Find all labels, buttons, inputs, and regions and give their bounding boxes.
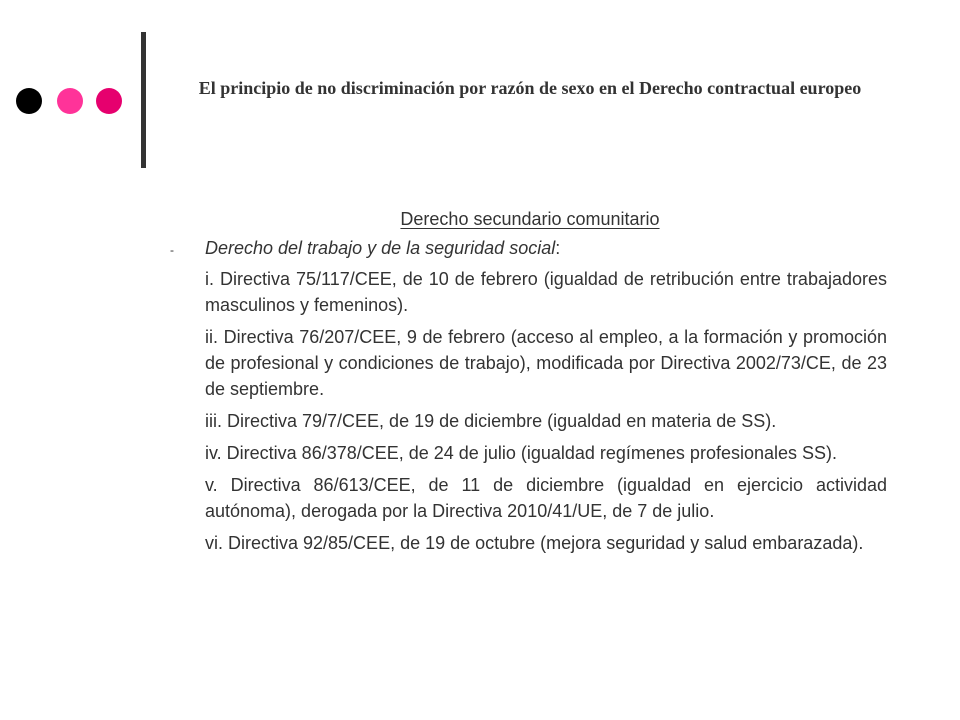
bullet-marker: - [170, 243, 174, 257]
subheading-colon: : [555, 238, 561, 258]
subheading [205, 236, 560, 260]
directive-item-1: i. Directiva 75/117/CEE, de 10 de febrero (igualdad de retribución entre trabajadores masculinos y femeninos). [205, 269, 887, 315]
directive-item-3: iii. Directiva 79/7/CEE, de 19 de diciembre (igualdad en materia de SS). [205, 411, 777, 431]
decorative-dot-pink [57, 88, 83, 114]
directive-item-6: vi. Directiva 92/85/CEE, de 19 de octubre (mejora seguridad y salud embarazada). [205, 533, 864, 553]
title-divider-bar [141, 32, 146, 168]
decorative-dot-black [16, 88, 42, 114]
decorative-dot-magenta [96, 88, 122, 114]
section-heading: Derecho secundario comunitario [400, 209, 660, 229]
directive-item-4: iv. Directiva 86/378/CEE, de 24 de julio (igualdad regímenes profesionales SS). [205, 443, 838, 463]
directive-list [205, 266, 887, 562]
directive-item-5: v. Directiva 86/613/CEE, de 11 de diciembre (igualdad en ejercicio actividad autónoma), derogada por la Directiva 2010/41/UE, de 7 de julio. [205, 475, 887, 521]
subheading-text: Derecho del trabajo y de la seguridad social [205, 238, 556, 258]
slide-title: El principio de no discriminación por razón de sexo en el Derecho contractual europeo [198, 78, 862, 98]
directive-item-2: ii. Directiva 76/207/CEE, 9 de febrero (acceso al empleo, a la formación y promoción de profesional y condiciones de trabajo), modificada por Directiva 2002/73/CE, de 23 de septiembre. [205, 327, 887, 399]
